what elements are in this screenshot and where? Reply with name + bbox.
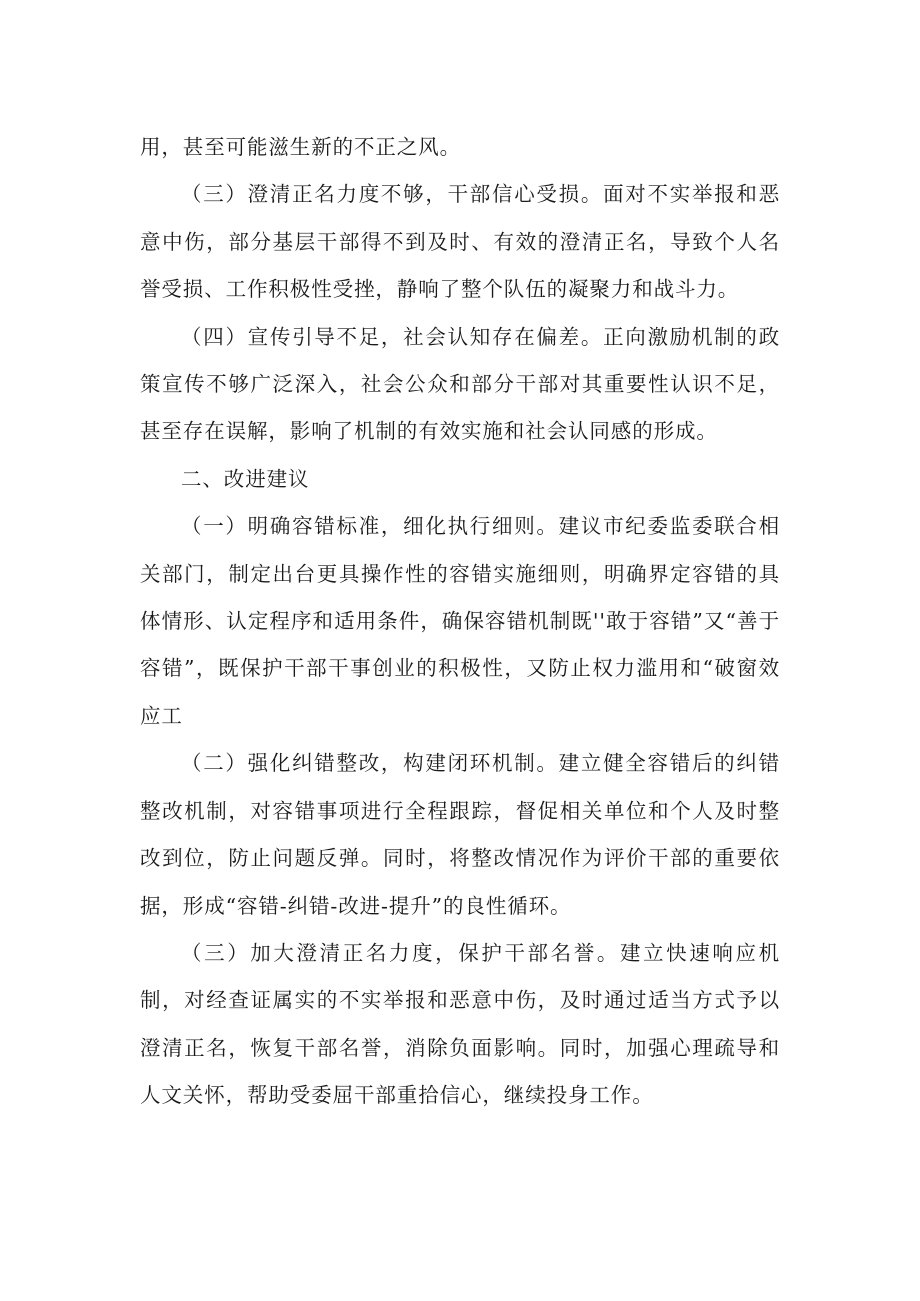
paragraph-suggestion-1: （一）明确容错标准，细化执行细则。建议市纪委监委联合相关部门，制定出台更具操作性的容错实施细则，明确界定容错的具体情形、认定程序和适用条件，确保容错机制既''敢于容错”又“善于容错”，既保护干部干事创业的积极性，又防止权力滥用和“破窗效应工 xyxy=(140,514,780,728)
paragraph-suggestion-3: （三）加大澄清正名力度，保护干部名誉。建立快速响应机制，对经查证属实的不实举报和恶意中伤，及时通过适当方式予以澄清正名，恢复干部名誉，消除负面影响。同时，加强心理疏导和人文关怀，帮助受委屈干部重拾信心，继续投身工作。 xyxy=(140,940,780,1108)
document-body xyxy=(140,124,780,1120)
paragraph-suggestion-2: （二）强化纠错整改，构建闭环机制。建立健全容错后的纠错整改机制，对容错事项进行全程跟踪，督促相关单位和个人及时整改到位，防止问题反弹。同时，将整改情况作为评价干部的重要依据，形成“容错-纠错-改进-提升”的良性循环。 xyxy=(140,751,780,918)
paragraph-section-3: （三）澄清正名力度不够，干部信心受损。面对不实举报和恶意中伤，部分基层干部得不到及时、有效的澄清正名，导致个人名誉受损、工作积极性受挫，静响了整个队伍的凝聚力和战斗力。 xyxy=(140,182,780,302)
section-heading-improvement: 二、改进建议 xyxy=(181,466,310,491)
paragraph-section-4: （四）宣传引导不足，社会认知存在偏差。正向激励机制的政策宣传不够广泛深入，社会公众和部分干部对其重要性认识不足，甚至存在误解，影响了机制的有效实施和社会认同感的形成。 xyxy=(140,324,780,444)
paragraph-continuation: 用，甚至可能滋生新的不正之风。 xyxy=(140,135,461,159)
